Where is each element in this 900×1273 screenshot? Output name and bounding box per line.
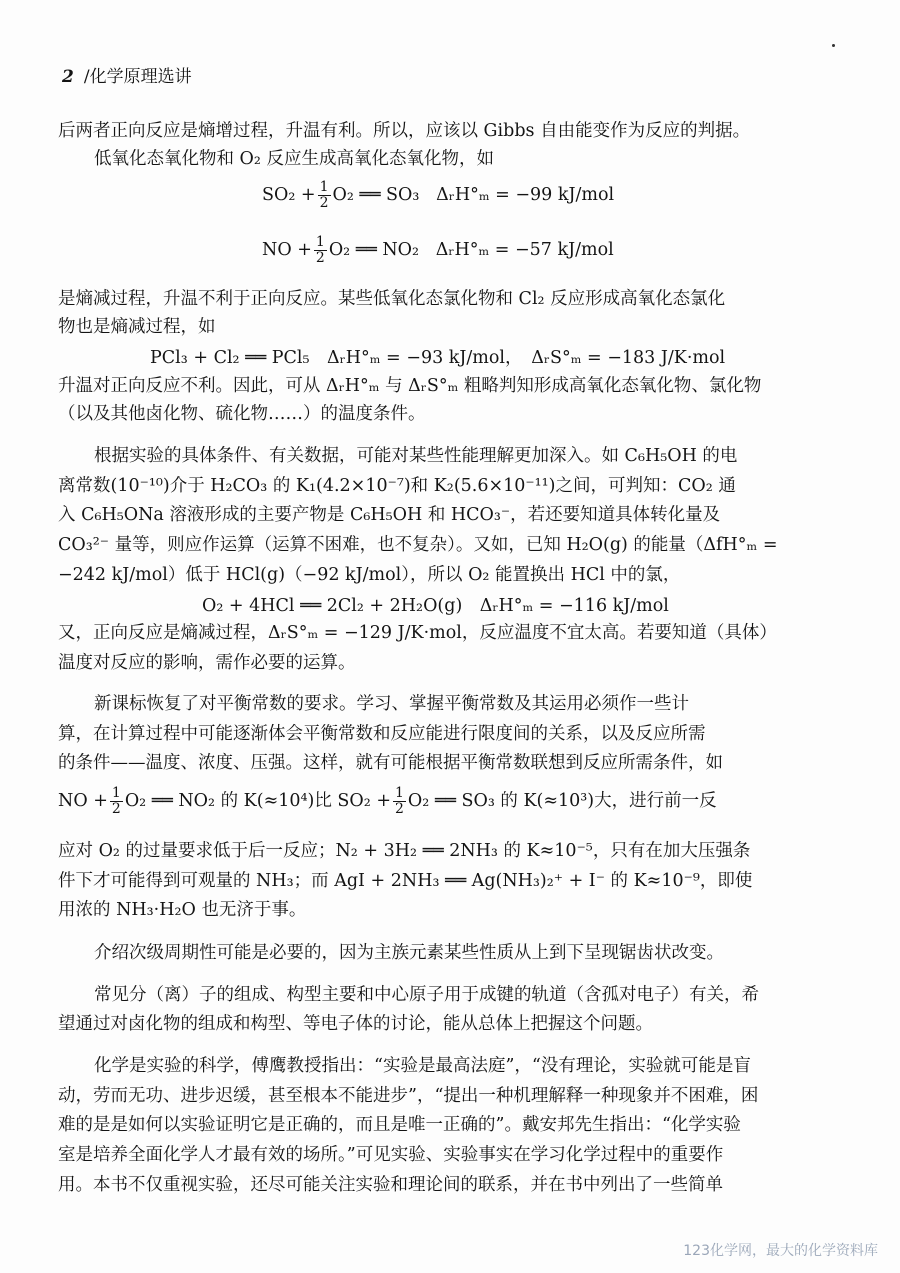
equation-so3: SO₂ + $\frac{1}{2}$ O₂ ══ SO₃ ΔᵣH°ₘ = −99 kJ/mol [262, 179, 615, 211]
text-line: 入 C₆H₅ONa 溶液形成的主要产物是 C₆H₅OH 和 HCO₃⁻，若还要知道具体转化量及 [58, 505, 721, 525]
text-line: −242 kJ/mol）低于 HCl(g)（−92 kJ/mol），所以 O₂ 能置换出 HCl 中的氯， [58, 565, 681, 585]
scan-speck [832, 44, 835, 47]
text-line: 升温对正向反应不利。因此，可从 ΔᵣH°ₘ 与 ΔᵣS°ₘ 粗略判知形成高氧化态氧化物、氯化物 [58, 376, 762, 396]
equation-inline-k: NO + $\frac{1}{2}$ O₂ ══ NO₂ 的 K(≈10⁴)比 SO₂ + $\frac{1}{2}$ O₂ ══ SO₃ 的 K(≈10³)大，进行前一反 [58, 785, 717, 817]
equation-pcl5: PCl₃ + Cl₂ ══ PCl₅ ΔᵣH°ₘ = −93 kJ/mol， ΔᵣS°ₘ = −183 J/K·mol [150, 348, 726, 368]
text-line: CO₃²⁻ 量等，则应作运算（运算不困难，也不复杂）。又如，已知 H₂O(g) 的能量（ΔfH°ₘ = [58, 535, 778, 555]
text-line: 又，正向反应是熵减过程，ΔᵣS°ₘ = −129 J/K·mol，反应温度不宜太高。若要知道（具体） [58, 623, 777, 643]
text-line: 用。本书不仅重视实验，还尽可能关注实验和理论间的联系，并在书中列出了一些简单 [58, 1175, 723, 1195]
text-line: 件下才可能得到可观量的 NH₃；而 AgI + 2NH₃ ══ Ag(NH₃)₂⁺ + I⁻ 的 K≈10⁻⁹，即使 [58, 871, 753, 891]
text-line: 根据实验的具体条件、有关数据，可能对某些性能理解更加深入。如 C₆H₅OH 的电 [94, 446, 738, 466]
text-line: 是熵减过程，升温不利于正向反应。某些低氧化态氯化物和 Cl₂ 反应形成高氧化态氯化 [58, 289, 726, 309]
running-header [62, 62, 192, 87]
text-line: 离常数(10⁻¹⁰)介于 H₂CO₃ 的 K₁(4.2×10⁻⁷)和 K₂(5.6×10⁻¹¹)之间，可判知：CO₂ 通 [58, 476, 736, 496]
text-line: 低氧化态氧化物和 O₂ 反应生成高氧化态氧化物，如 [94, 149, 494, 169]
text-line: 新课标恢复了对平衡常数的要求。学习、掌握平衡常数及其运用必须作一些计 [94, 694, 689, 714]
equation-no2: NO + $\frac{1}{2}$ O₂ ══ NO₂ ΔᵣH°ₘ = −57 kJ/mol [262, 234, 614, 266]
watermark-text: 123化学网，最大的化学资料库 [683, 1243, 878, 1259]
text-line: 的条件——温度、浓度、压强。这样，就有可能根据平衡常数联想到反应所需条件，如 [58, 753, 723, 773]
text-line: 物也是熵减过程，如 [58, 317, 216, 337]
text-line: 化学是实验的科学，傅鹰教授指出：“实验是最高法庭”，“没有理论，实验就可能是盲 [94, 1056, 751, 1076]
text-line: （以及其他卤化物、硫化物……）的温度条件。 [58, 404, 426, 424]
text-line: 难的是是如何以实验证明它是正确的，而且是唯一正确的”。戴安邦先生指出：“化学实验 [58, 1115, 741, 1135]
running-title: /化学原理选讲 [83, 67, 192, 87]
text-line: 算，在计算过程中可能逐渐体会平衡常数和反应能进行限度间的关系，以及反应所需 [58, 724, 706, 744]
text-line: 望通过对卤化物的组成和构型、等电子体的讨论，能从总体上把握这个问题。 [58, 1014, 653, 1034]
page-number: 2 [62, 67, 74, 87]
text-line: 后两者正向反应是熵增过程，升温有利。所以，应该以 Gibbs 自由能变作为反应的判据。 [58, 121, 751, 141]
text-line: 应对 O₂ 的过量要求低于后一反应；N₂ + 3H₂ ══ 2NH₃ 的 K≈10⁻⁵，只有在加大压强条 [58, 841, 751, 861]
equation-hcl: O₂ + 4HCl ══ 2Cl₂ + 2H₂O(g) ΔᵣH°ₘ = −116 kJ/mol [202, 596, 669, 616]
text-line: 介绍次级周期性可能是必要的，因为主族元素某些性质从上到下呈现锯齿状改变。 [94, 943, 724, 963]
text-line: 动，劳而无功、进步迟缓，甚至根本不能进步”，“提出一种机理解释一种现象并不困难，困 [58, 1086, 759, 1106]
text-line: 温度对反应的影响，需作必要的运算。 [58, 653, 356, 673]
text-line: 常见分（离）子的组成、构型主要和中心原子用于成键的轨道（含孤对电子）有关，希 [94, 985, 759, 1005]
text-line: 室是培养全面化学人才最有效的场所。”可见实验、实验事实在学习化学过程中的重要作 [58, 1145, 724, 1165]
text-line: 用浓的 NH₃·H₂O 也无济于事。 [58, 900, 307, 920]
